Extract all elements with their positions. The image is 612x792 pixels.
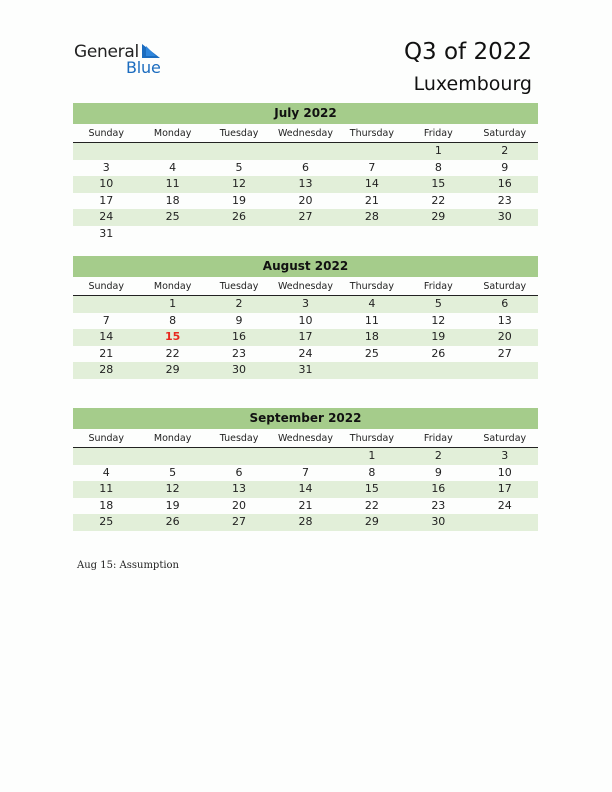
day-cell: 1 xyxy=(169,297,177,310)
day-cell xyxy=(206,448,272,465)
day-cell: 10 xyxy=(298,313,313,327)
day-cell: 11 xyxy=(364,313,379,327)
day-cell: 7 xyxy=(301,465,309,479)
day-cell: 16 xyxy=(232,330,247,343)
day-cell: 26 xyxy=(165,515,180,528)
day-cell: 8 xyxy=(169,313,177,327)
day-cell: 9 xyxy=(235,313,243,327)
day-cell: 28 xyxy=(364,210,379,223)
day-cell: 27 xyxy=(232,515,247,528)
month-august xyxy=(73,256,538,379)
weekday-label: Tuesday xyxy=(219,128,259,139)
week-row xyxy=(73,498,538,515)
day-cell xyxy=(139,448,205,465)
weekday-label: Tuesday xyxy=(219,281,259,292)
day-cell: 19 xyxy=(165,498,180,512)
week-row xyxy=(73,362,538,379)
day-cell: 20 xyxy=(298,193,313,207)
day-cell: 29 xyxy=(165,363,180,376)
day-cell: 19 xyxy=(431,330,446,343)
weekday-label: Monday xyxy=(153,433,192,444)
day-cell: 24 xyxy=(99,210,114,223)
day-cell: 5 xyxy=(169,465,177,479)
day-cell: 6 xyxy=(501,297,509,310)
logo-text-blue: Blue xyxy=(126,58,161,77)
day-cell: 14 xyxy=(298,482,313,495)
week-row xyxy=(73,160,538,177)
day-cell: 2 xyxy=(434,449,442,462)
day-cell: 8 xyxy=(368,465,376,479)
week-row xyxy=(73,329,538,346)
weekday-label: Monday xyxy=(153,128,192,139)
day-cell: 3 xyxy=(102,160,110,174)
day-cell: 30 xyxy=(431,515,446,528)
day-cell: 20 xyxy=(232,498,247,512)
day-cell: 17 xyxy=(298,330,313,343)
weekday-label: Wednesday xyxy=(277,433,333,444)
day-cell: 3 xyxy=(501,449,509,462)
day-cell: 6 xyxy=(301,160,309,174)
day-cell: 1 xyxy=(434,144,442,157)
day-cell: 29 xyxy=(431,210,446,223)
day-cell: 7 xyxy=(102,313,110,327)
day-cell xyxy=(339,362,405,379)
month-july xyxy=(73,103,538,242)
day-cell: 1 xyxy=(368,449,376,462)
day-cell: 15 xyxy=(431,177,446,190)
day-cell xyxy=(206,143,272,160)
day-cell: 18 xyxy=(364,330,379,343)
weekday-label: Friday xyxy=(423,281,453,292)
weekday-label: Monday xyxy=(153,281,192,292)
day-cell: 22 xyxy=(364,498,379,512)
weekday-label: Thursday xyxy=(349,281,394,292)
day-cell: 9 xyxy=(501,160,509,174)
day-cell xyxy=(139,143,205,160)
day-cell: 29 xyxy=(364,515,379,528)
day-cell: 2 xyxy=(501,144,509,157)
day-cell: 11 xyxy=(99,482,114,495)
day-cell: 19 xyxy=(232,193,247,207)
day-cell xyxy=(73,448,139,465)
day-cell: 23 xyxy=(232,346,247,360)
day-cell: 27 xyxy=(298,210,313,223)
page-title: Q3 of 2022 xyxy=(403,39,532,65)
weekday-label: Sunday xyxy=(88,128,124,139)
day-cell: 9 xyxy=(434,465,442,479)
holiday-note: Aug 15: Assumption xyxy=(77,560,180,571)
day-cell: 12 xyxy=(431,313,446,327)
weekday-label: Wednesday xyxy=(277,128,333,139)
logo-text-general: General xyxy=(74,42,139,62)
day-cell: 30 xyxy=(497,210,512,223)
month-header: July 2022 xyxy=(73,103,538,124)
day-cell: 24 xyxy=(298,346,313,360)
week-row xyxy=(73,209,538,226)
weekday-label: Friday xyxy=(423,433,453,444)
day-cell xyxy=(206,226,272,243)
day-cell: 18 xyxy=(165,193,180,207)
week-row xyxy=(73,346,538,363)
day-cell: 10 xyxy=(497,465,512,479)
week-row xyxy=(73,481,538,498)
week-row xyxy=(73,296,538,313)
weekday-label: Sunday xyxy=(88,433,124,444)
day-cell: 4 xyxy=(102,465,110,479)
day-cell xyxy=(405,362,471,379)
day-cell: 25 xyxy=(165,210,180,223)
day-cell: 5 xyxy=(235,160,243,174)
weekday-label: Thursday xyxy=(349,433,394,444)
day-cell: 12 xyxy=(165,482,180,495)
weekday-label: Friday xyxy=(423,128,453,139)
day-cell: 22 xyxy=(165,346,180,360)
day-cell: 5 xyxy=(434,297,442,310)
day-cell: 17 xyxy=(497,482,512,495)
day-cell: 8 xyxy=(434,160,442,174)
day-cell: 15 xyxy=(364,482,379,495)
country-name: Luxembourg xyxy=(413,73,532,95)
weekday-label: Saturday xyxy=(483,281,527,292)
day-cell: 21 xyxy=(364,193,379,207)
day-cell: 26 xyxy=(431,346,446,360)
weekday-header-row xyxy=(73,125,538,143)
day-cell xyxy=(339,143,405,160)
day-cell: 31 xyxy=(99,226,114,240)
holiday-date: 15 xyxy=(164,330,181,343)
day-cell: 7 xyxy=(368,160,376,174)
day-cell: 13 xyxy=(497,313,512,327)
month-header: August 2022 xyxy=(73,256,538,277)
day-cell: 25 xyxy=(99,515,114,528)
day-cell: 14 xyxy=(364,177,379,190)
day-cell xyxy=(272,448,338,465)
day-cell: 27 xyxy=(497,346,512,360)
weekday-label: Saturday xyxy=(483,128,527,139)
weekday-label: Sunday xyxy=(88,281,124,292)
day-cell: 30 xyxy=(232,363,247,376)
day-cell: 3 xyxy=(301,297,309,310)
day-cell: 22 xyxy=(431,193,446,207)
month-september xyxy=(73,408,538,531)
day-cell xyxy=(405,226,471,243)
day-cell: 25 xyxy=(364,346,379,360)
day-cell xyxy=(472,514,538,531)
day-cell: 4 xyxy=(169,160,177,174)
week-row xyxy=(73,176,538,193)
day-cell xyxy=(472,362,538,379)
holiday-notes xyxy=(77,560,179,571)
day-cell: 26 xyxy=(232,210,247,223)
day-cell xyxy=(272,143,338,160)
day-cell: 2 xyxy=(235,297,243,310)
day-cell: 10 xyxy=(99,177,114,190)
day-cell: 23 xyxy=(431,498,446,512)
weekday-header-row xyxy=(73,278,538,296)
day-cell: 24 xyxy=(497,498,512,512)
day-cell: 28 xyxy=(298,515,313,528)
day-cell xyxy=(272,226,338,243)
day-cell: 20 xyxy=(497,330,512,343)
weekday-label: Thursday xyxy=(349,128,394,139)
week-row xyxy=(73,448,538,465)
week-row xyxy=(73,465,538,482)
weekday-label: Saturday xyxy=(483,433,527,444)
week-row xyxy=(73,193,538,210)
day-cell: 16 xyxy=(497,177,512,190)
day-cell xyxy=(73,296,139,313)
day-cell: 18 xyxy=(99,498,114,512)
day-cell: 13 xyxy=(298,177,313,190)
day-cell: 11 xyxy=(165,177,180,190)
general-blue-logo xyxy=(74,42,174,78)
weekday-header-row xyxy=(73,430,538,448)
day-cell: 12 xyxy=(232,177,247,190)
day-cell xyxy=(472,226,538,243)
week-row xyxy=(73,226,538,243)
week-row xyxy=(73,514,538,531)
month-header: September 2022 xyxy=(73,408,538,429)
day-cell xyxy=(139,226,205,243)
day-cell: 21 xyxy=(99,346,114,360)
day-cell: 6 xyxy=(235,465,243,479)
day-cell xyxy=(339,226,405,243)
week-row xyxy=(73,313,538,330)
day-cell: 28 xyxy=(99,363,114,376)
week-row xyxy=(73,143,538,160)
day-cell: 31 xyxy=(298,363,313,376)
day-cell: 4 xyxy=(368,297,376,310)
title-block xyxy=(404,38,532,98)
day-cell: 23 xyxy=(497,193,512,207)
day-cell: 16 xyxy=(431,482,446,495)
day-cell: 13 xyxy=(232,482,247,495)
day-cell: 21 xyxy=(298,498,313,512)
day-cell: 14 xyxy=(99,330,114,343)
day-cell xyxy=(73,143,139,160)
day-cell: 17 xyxy=(99,193,114,207)
weekday-label: Wednesday xyxy=(277,281,333,292)
weekday-label: Tuesday xyxy=(219,433,259,444)
